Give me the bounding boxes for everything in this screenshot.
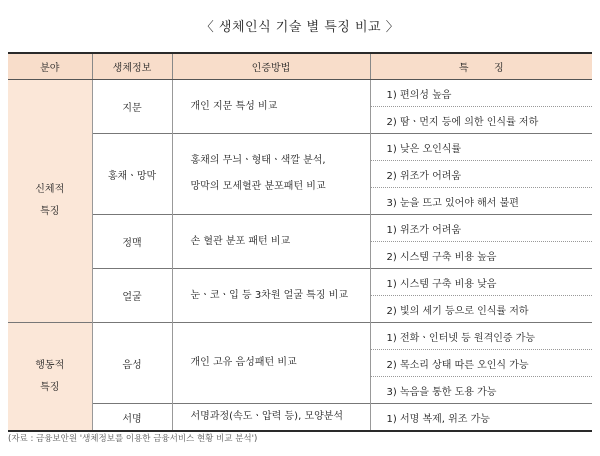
feature-cell: 3) 눈을 뜨고 있어야 해서 불편: [370, 188, 592, 215]
feature-cell: 1) 전화ㆍ인터넷 등 원격인증 가능: [370, 323, 592, 350]
method-cell: 홍채의 무늬ㆍ형태ㆍ색깔 분석, 망막의 모세혈관 분포패턴 비교: [172, 134, 370, 215]
method-cell: 개인 지문 특성 비교: [172, 80, 370, 134]
feature-cell: 2) 땀ㆍ먼지 등에 의한 인식률 저하: [370, 107, 592, 134]
table-row: [8, 404, 592, 432]
feature-cell: 1) 편의성 높음: [370, 80, 592, 107]
feature-cell: 2) 위조가 어려움: [370, 161, 592, 188]
table-row: [8, 80, 592, 107]
feature-cell: 2) 시스템 구축 비용 높음: [370, 242, 592, 269]
feature-cell: 1) 위조가 어려움: [370, 215, 592, 242]
bio-info-cell: 얼굴: [92, 269, 172, 323]
feature-cell: 1) 시스템 구축 비용 낮음: [370, 269, 592, 296]
header-bio-info: 생체정보: [92, 53, 172, 80]
table-row: [8, 269, 592, 296]
bio-info-cell: 정맥: [92, 215, 172, 269]
comparison-table: [8, 52, 592, 432]
table-row: [8, 215, 592, 242]
table-title: 〈 생체인식 기술 별 특징 비교 〉: [200, 20, 400, 35]
feature-cell: 2) 빛의 세기 등으로 인식률 저하: [370, 296, 592, 323]
table-row: [8, 134, 592, 161]
method-cell: 서명과정(속도ㆍ압력 등), 모양분석: [172, 404, 370, 432]
table-row: [8, 323, 592, 350]
method-cell: 눈ㆍ코ㆍ입 등 3차원 얼굴 특징 비교: [172, 269, 370, 323]
bio-info-cell: 서명: [92, 404, 172, 432]
header-auth-method: 인증방법: [172, 53, 370, 80]
category-behavior: 행동적 특징: [8, 323, 92, 432]
bio-info-cell: 지문: [92, 80, 172, 134]
method-cell: 개인 고유 음성패턴 비교: [172, 323, 370, 404]
header-field: 분야: [8, 53, 92, 80]
feature-cell: 3) 녹음을 통한 도용 가능: [370, 377, 592, 404]
feature-cell: 2) 목소리 상태 따른 오인식 가능: [370, 350, 592, 377]
method-cell: 손 혈관 분포 패턴 비교: [172, 215, 370, 269]
feature-cell: 1) 낮은 오인식률: [370, 134, 592, 161]
feature-cell: 1) 서명 복제, 위조 가능: [370, 404, 592, 432]
bio-info-cell: 홍채ㆍ망막: [92, 134, 172, 215]
source-note: (자료 : 금융보안원 '생체정보를 이용한 금융서비스 현황 비교 분석'): [8, 434, 258, 444]
bio-info-cell: 음성: [92, 323, 172, 404]
category-body: 신체적 특징: [8, 80, 92, 323]
header-row: [8, 53, 592, 80]
header-features: 특 징: [370, 53, 592, 80]
